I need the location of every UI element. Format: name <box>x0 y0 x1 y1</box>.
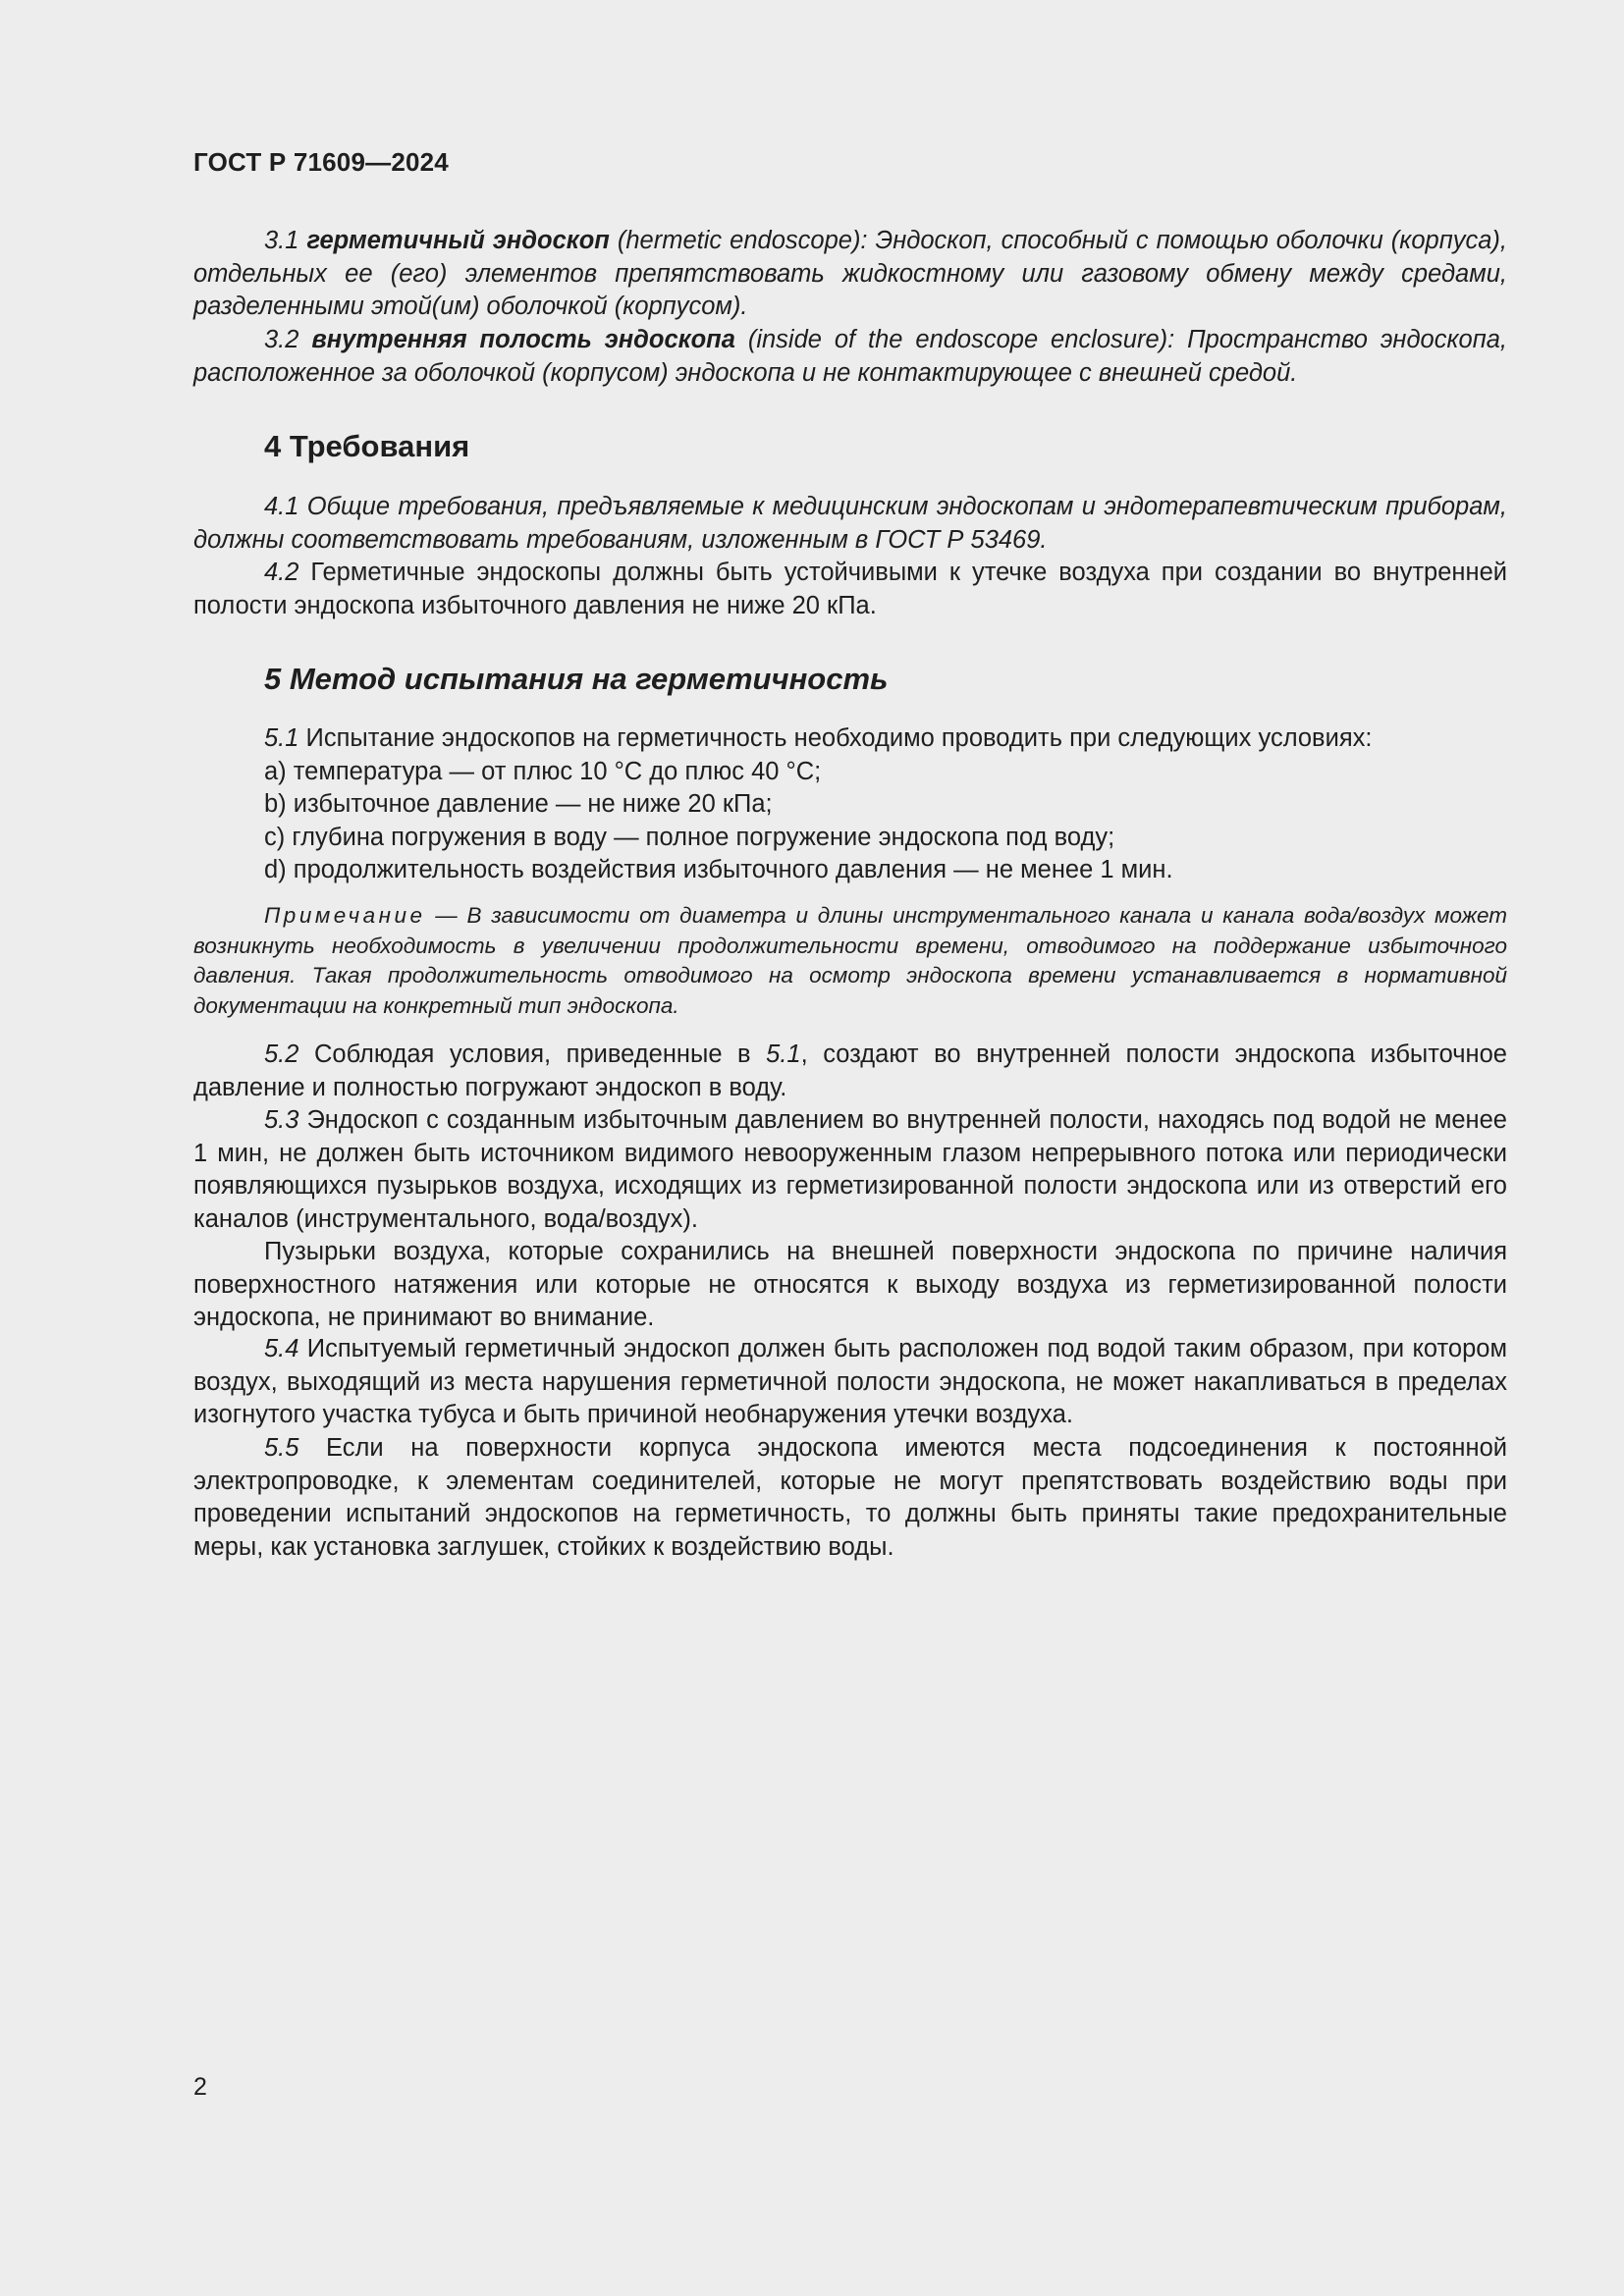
clause-number: 5.5 <box>264 1434 299 1462</box>
clause-text: Испытуемый герметичный эндоскоп должен быть расположен под водой таким образом, при котором воздух, выходящий из места нарушения герметичной полости эндоскопа, не может накапливаться в пределах изогнутого участка тубуса и быть причиной необнаружения утечки воздуха. <box>193 1335 1507 1428</box>
clause-number: 5.2 <box>264 1041 299 1068</box>
section-5-heading: 5 Метод испытания на герметичность <box>264 662 889 696</box>
clause-5-2 <box>193 1039 1507 1104</box>
clause-5-3 <box>193 1104 1507 1236</box>
clause-5-4 <box>193 1333 1507 1432</box>
list-item-d: d) продолжительность воздействия избыточного давления — не менее 1 мин. <box>264 856 1173 883</box>
clause-5-1 <box>193 722 1507 756</box>
list-item-c: c) глубина погружения в воду — полное погружение эндоскопа под воду; <box>264 824 1115 851</box>
clause-5-3-paragraph-2: Пузырьки воздуха, которые сохранились на внешней поверхности эндоскопа по причине наличия поверхностного натяжения или которые не относятся к выходу воздуха из герметизированной полости эндоскопа, не принимают во внимание. <box>193 1238 1507 1331</box>
definition-3-1 <box>193 225 1507 324</box>
list-item-a: a) температура — от плюс 10 °С до плюс 40 °С; <box>264 758 822 785</box>
defined-term: герметичный эндоскоп <box>306 227 610 254</box>
list-item-b: b) избыточное давление — не ниже 20 кПа; <box>264 790 773 818</box>
clause-text: Испытание эндоскопов на герметичность необходимо проводить при следующих условиях: <box>298 724 1373 752</box>
clause-text: Если на поверхности корпуса эндоскопа имеются места подсоединения к постоянной электропроводке, к элементам соединителей, которые не могут препятствовать воздействию воды при проведении испытаний эндоскопов на герметичность, то должны быть приняты такие предохранительные меры, как установка заглушек, стойких к воздействию воды. <box>193 1434 1507 1561</box>
clause-4-1 <box>193 491 1507 557</box>
note <box>193 901 1507 1021</box>
document-header: ГОСТ Р 71609—2024 <box>193 147 449 177</box>
clause-number: 4.2 <box>264 559 299 586</box>
clause-text: Эндоскоп с созданным избыточным давлением во внутренней полости, находясь под водой не менее 1 мин, не должен быть источником видимого невооруженным глазом непрерывного потока или периодически появляющихся пузырьков воздуха, исходящих из герметизированной полости эндоскопа или из отверстий его каналов (инструментального, вода/воздух). <box>193 1106 1507 1233</box>
note-label: Примечание <box>264 903 426 928</box>
clause-text: Соблюдая условия, приведенные в <box>298 1041 767 1068</box>
clause-number: 4.1 <box>264 493 299 520</box>
clause-5-5 <box>193 1432 1507 1564</box>
clause-number: 5.4 <box>264 1335 299 1362</box>
definition-3-2 <box>193 324 1507 390</box>
definition-text: (inside of the endoscope enclosure): Пространство эндоскопа, расположенное за оболочкой (корпусом) эндоскопа и не контактирующее с внешней средой. <box>193 326 1507 387</box>
clause-reference: 5.1 <box>766 1041 801 1068</box>
clause-number: 3.1 <box>264 227 299 254</box>
clause-text: Герметичные эндоскопы должны быть устойчивыми к утечке воздуха при создании во внутренней полости эндоскопа избыточного давления не ниже 20 кПа. <box>193 559 1507 619</box>
clause-number: 5.3 <box>264 1106 299 1134</box>
clause-4-2 <box>193 557 1507 622</box>
clause-number: 3.2 <box>264 326 299 353</box>
clause-number: 5.1 <box>264 724 299 752</box>
definition-text: (hermetic endoscope): Эндоскоп, способный с помощью оболочки (корпуса), отдельных ее (его) элементов препятствовать жидкостному или газовому обмену между средами, разделенными этой(им) оболочкой (корпусом). <box>193 227 1507 320</box>
clause-text: Общие требования, предъявляемые к медицинским эндоскопам и эндотерапевтическим приборам, должны соответствовать требованиям, изложенным в ГОСТ Р 53469. <box>193 493 1507 554</box>
section-4-heading: 4 Требования <box>264 429 470 463</box>
note-text: — В зависимости от диаметра и длины инструментального канала и канала вода/воздух может возникнуть необходимость в увеличении продолжительности времени, отводимого на поддержание избыточного давления. Такая продолжительность отводимого на осмотр эндоскопа времени устанавливается в нормативной документации на конкретный тип эндоскопа. <box>193 903 1507 1018</box>
page-number: 2 <box>193 2073 207 2101</box>
defined-term: внутренняя полость эндоскопа <box>311 326 735 353</box>
clause-text-continued: , создают во внутренней полости эндоскопа избыточное давление и полностью погружают эндоскоп в воду. <box>193 1041 1507 1101</box>
